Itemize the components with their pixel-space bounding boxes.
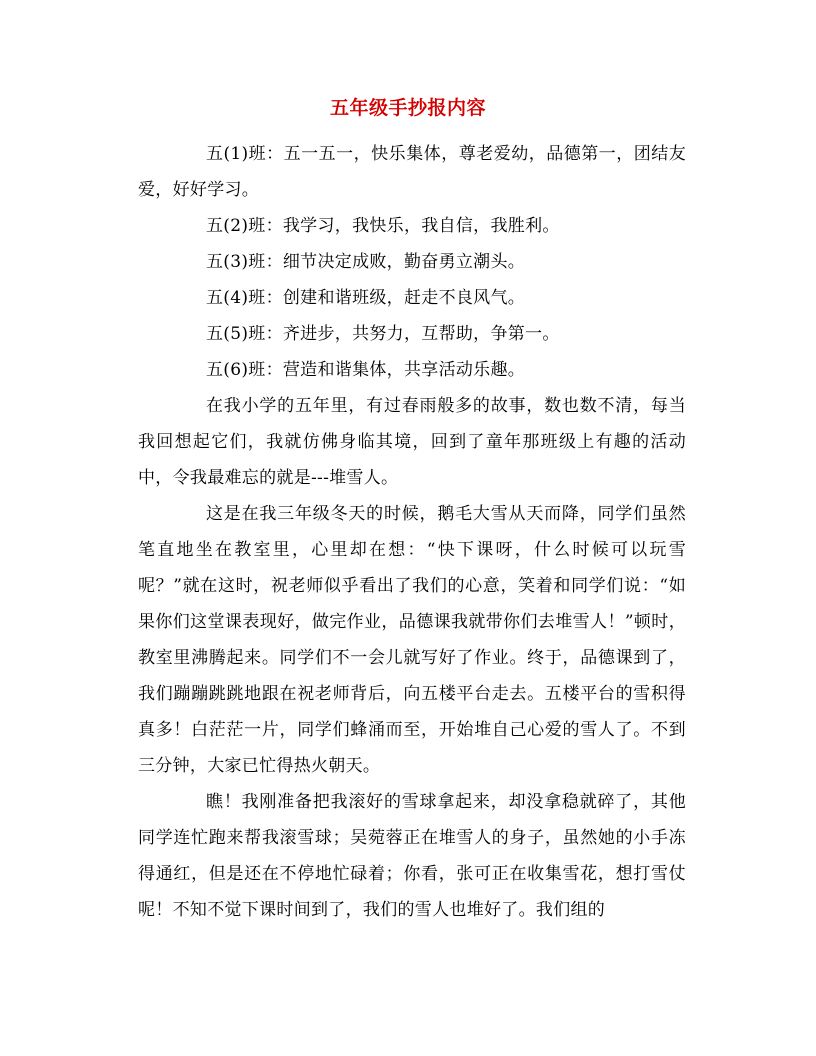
slogan-class-2: 五(2)班：我学习，我快乐，我自信，我胜利。 xyxy=(206,216,560,236)
slogan-class-3: 五(3)班：细节决定成败，勤奋勇立潮头。 xyxy=(206,252,526,272)
paragraph-snow-day: 这是在我三年级冬天的时候，鹅毛大雪从天而降，同学们虽然笔直地坐在教室里，心里却在想：“快下课呀，什么时候可以玩雪呢？”就在这时，祝老师似乎看出了我们的心意，笑着和同学们说：“如果你们这堂课表现好，做完作业，品德课我就带你们去堆雪人！”顿时，教室里沸腾起来。同学们不一会儿就写好了作业。终于，品德课到了，我们蹦蹦跳跳地跟在祝老师背后，向五楼平台走去。五楼平台的雪积得真多！白茫茫一片，同学们蜂涌而至，开始堆自己心爱的雪人了。不到三分钟，大家已忙得热火朝天。 xyxy=(138,504,686,776)
slogan-class-6: 五(6)班：营造和谐集体，共享活动乐趣。 xyxy=(206,360,526,380)
page-title: 五年级手抄报内容 xyxy=(329,97,486,119)
slogan-class-4: 五(4)班：创建和谐班级，赶走不良风气。 xyxy=(206,288,526,308)
paragraph-intro: 在我小学的五年里，有过春雨般多的故事，数也数不清，每当我回想起它们，我就仿佛身临其境，回到了童年那班级上有趣的活动中，令我最难忘的就是---堆雪人。 xyxy=(138,396,686,488)
slogan-class-5: 五(5)班：齐进步，共努力，互帮助，争第一。 xyxy=(206,324,560,344)
slogan-class-1: 五(1)班：五一五一，快乐集体，尊老爱幼，品德第一，团结友爱，好好学习。 xyxy=(138,144,686,200)
paragraph-building-snowman: 瞧！我刚准备把我滚好的雪球拿起来，却没拿稳就碎了，其他同学连忙跑来帮我滚雪球；吴菀蓉正在堆雪人的身子，虽然她的小手冻得通红，但是还在不停地忙碌着；你看，张可正在收集雪花，想打雪仗呢！不知不觉下课时间到了，我们的雪人也堆好了。我们组的 xyxy=(138,792,686,920)
document-body xyxy=(138,136,686,928)
